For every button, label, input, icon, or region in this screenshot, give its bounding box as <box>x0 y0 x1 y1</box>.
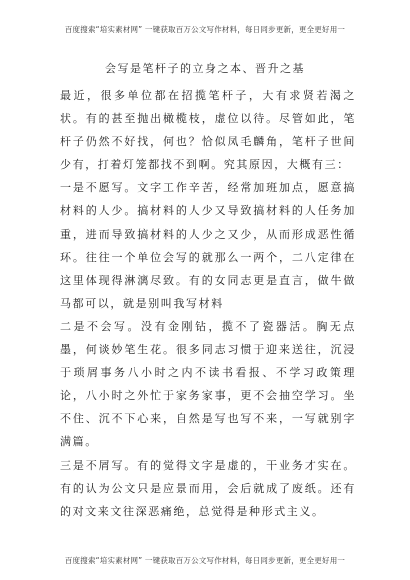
paragraph-reason-one: 一是不愿写。文字工作辛苦，经常加班加点，愿意搞材料的人少。搞材料的人少又导致搞材料的人任务加重，进而导致搞材料的人少之又少，从而形成恶性循环。往往一个单位会写的就那么一两个，二八定律在这里体现得淋漓尽致。有的女同志更是直言，做牛做马都可以，就是别叫我写材料 <box>60 181 356 310</box>
paragraph-reason-two: 二是不会写。没有金刚钻，揽不了瓷器活。胸无点墨，何谈妙笔生花。很多同志习惯于迎来送往，沉浸于琐屑事务八小时之内不读书看报、不学习政策理论，八小时之外忙于家务家事，更不会抽空学习。坐不住、沉不下心来，自然是写也写不来，一写就别字满篇。 <box>60 319 356 449</box>
document-body <box>60 84 356 523</box>
paragraph-reason-three: 三是不屑写。有的觉得文字是虚的，干业务才实在。有的认为公文只是应景而用，会后就成了废纸。还有的对文来文往深恶痛绝，总觉得是种形式主义。 <box>60 458 356 518</box>
header-banner: 百度搜索“培实素材网” 一键获取百万公文写作材料，每日同步更新，更全更好用一 <box>64 25 346 34</box>
footer-banner: 百度搜索“培实素材网” 一键获取百万公文写作材料，每日同步更新，更全更好用一 <box>64 556 346 565</box>
document-title: 会写是笔杆子的立身之本、晋升之基 <box>105 62 305 75</box>
paragraph-intro: 最近，很多单位都在招揽笔杆子，大有求贤若渴之状。有的甚至抛出橄榄枝，虚位以待。尽管如此，笔杆子仍然不好找，何也？恰似凤毛麟角，笔杆子世间少有，打着灯笼都找不到啊。究其原因，大概有三： <box>60 89 356 172</box>
